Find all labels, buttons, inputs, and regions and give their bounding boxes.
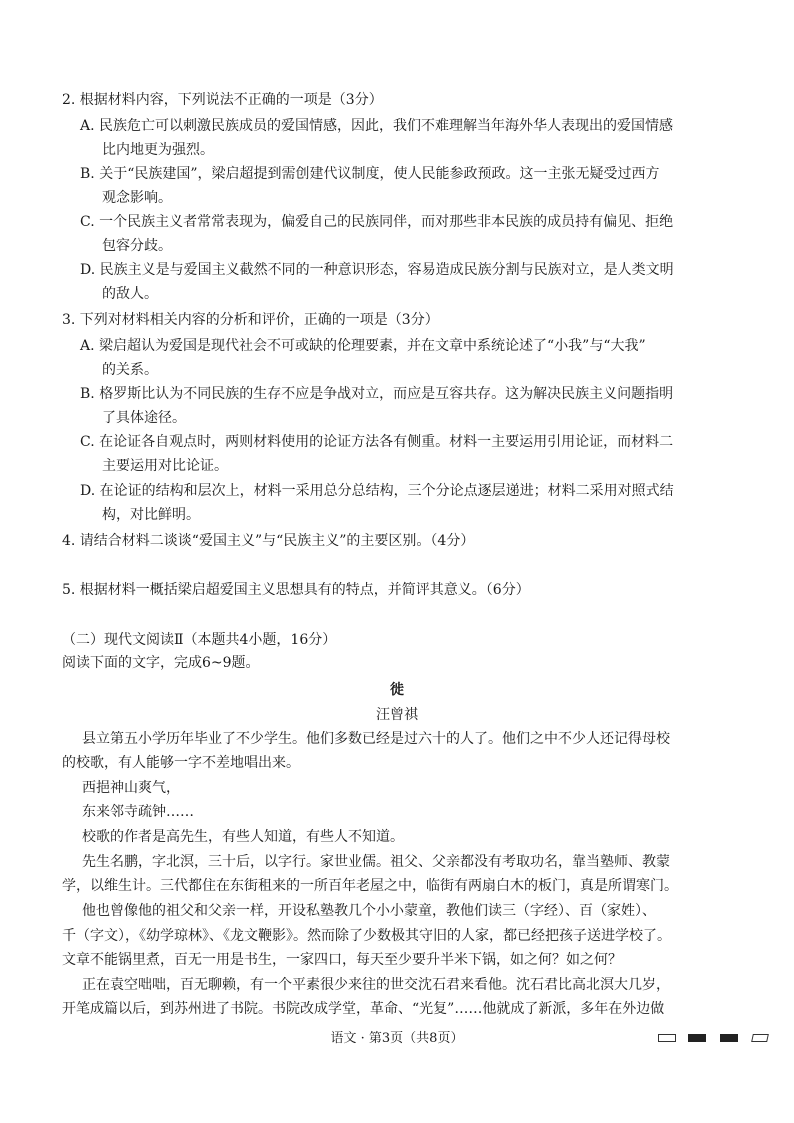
q2-option-d-cont: 的敌人。 [102,286,158,302]
q3-option-a-cont: 的关系。 [102,362,158,378]
q2-option-c-cont: 包容分歧。 [102,238,172,254]
story-paragraph-cont: 学，以维生计。三代都住在东街租来的一所百年老屋之中，临街有两扇白木的板门，真是所谓寒门。 [62,878,678,894]
story-title: 徙 [390,682,404,698]
section-heading: （二）现代文阅读Ⅱ（本题共4小题，16分） [62,632,337,648]
q2-option-a-cont: 比内地更为强烈。 [102,142,214,158]
story-paragraph: 先生名鹏，字北溟，三十后，以字行。家世业儒。祖父、父亲都没有考取功名，靠当塾师、教蒙 [82,854,670,870]
reading-instruction: 阅读下面的文字，完成6~9题。 [62,655,260,671]
q3-option-a: A. 梁启超认为爱国是现代社会不可或缺的伦理要素，并在文章中系统论述了“小我”与“大我” [80,338,646,354]
q2-option-b-cont: 观念影响。 [102,190,172,206]
story-paragraph-cont: 文章不能锅里煮，百无一用是书生，一家四口，每天至少要升半米下锅，如之何？如之何？ [62,952,622,968]
story-paragraph: 校歌的作者是高先生，有些人知道，有些人不知道。 [82,829,404,845]
q3-option-d: D. 在论证的结构和层次上，材料一采用总分总结构，三个分论点逐层递进；材料二采用对照式结 [80,483,674,499]
q5-stem: 5. 根据材料一概括梁启超爱国主义思想具有的特点，并简评其意义。（6分） [62,582,530,598]
story-paragraph: 他也曾像他的祖父和父亲一样，开设私塾教几个小小蒙童，教他们读三（字经）、百（家姓）、 [82,903,656,919]
story-paragraph-cont: 千（字文），《幼学琼林》、《龙文鞭影》。然而除了少数极其守旧的人家，都已经把孩子送进学校了。 [62,928,671,944]
filled-mark-icon [688,1034,706,1042]
q3-option-b-cont: 了具体途径。 [102,410,186,426]
outline-mark-icon [658,1034,676,1042]
story-paragraph: 正在袁空咄咄，百无聊赖，有一个平素很少来往的世交沈石君来看他。沈石君比高北溟大几岁， [82,977,670,993]
song-line: 西挹神山爽气， [82,780,180,796]
q3-option-d-cont: 构，对比鲜明。 [102,507,200,523]
story-paragraph: 县立第五小学历年毕业了不少学生。他们多数已经是过六十的人了。他们之中不少人还记得母校 [82,731,670,747]
q2-stem: 2. 根据材料内容，下列说法不正确的一项是（3分） [62,92,383,108]
story-paragraph-cont: 开笔成篇以后，到苏州进了书院。书院改成学堂，革命、“光复”……他就成了新派，多年在外边做 [62,1001,665,1017]
filled-mark-icon [720,1034,738,1042]
q2-option-c: C. 一个民族主义者常常表现为，偏爱自己的民族同伴，而对那些非本民族的成员持有偏见、拒绝 [80,214,674,230]
print-registration-marks [658,1034,768,1046]
page-footer: 语文 · 第3页（共8页） [330,1031,464,1046]
q3-option-c: C. 在论证各自观点时，两则材料使用的论证方法各有侧重。材料一主要运用引用论证，而材料二 [80,434,674,450]
q2-option-a: A. 民族危亡可以刺激民族成员的爱国情感，因此，我们不难理解当年海外华人表现出的爱国情感 [80,118,674,134]
story-paragraph-cont: 的校歌，有人能够一字不差地唱出来。 [62,755,300,771]
q3-option-b: B. 格罗斯比认为不同民族的生存不应是争战对立，而应是互容共存。这为解决民族主义问题指明 [80,386,674,402]
q4-stem: 4. 请结合材料二谈谈“爱国主义”与“民族主义”的主要区别。（4分） [62,533,475,549]
q2-option-d: D. 民族主义是与爱国主义截然不同的一种意识形态，容易造成民族分割与民族对立，是人类文明 [80,262,674,278]
song-line: 东来邻寺疏钟…… [82,804,194,820]
story-author: 汪曾祺 [376,707,418,723]
q3-stem: 3. 下列对材料相关内容的分析和评价，正确的一项是（3分） [62,312,439,328]
outline-mark-icon [751,1034,769,1042]
q2-option-b: B. 关于“民族建国”，梁启超提到需创建代议制度，使人民能参政预政。这一主张无疑受过西方 [80,166,660,182]
q3-option-c-cont: 主要运用对比论证。 [102,458,228,474]
